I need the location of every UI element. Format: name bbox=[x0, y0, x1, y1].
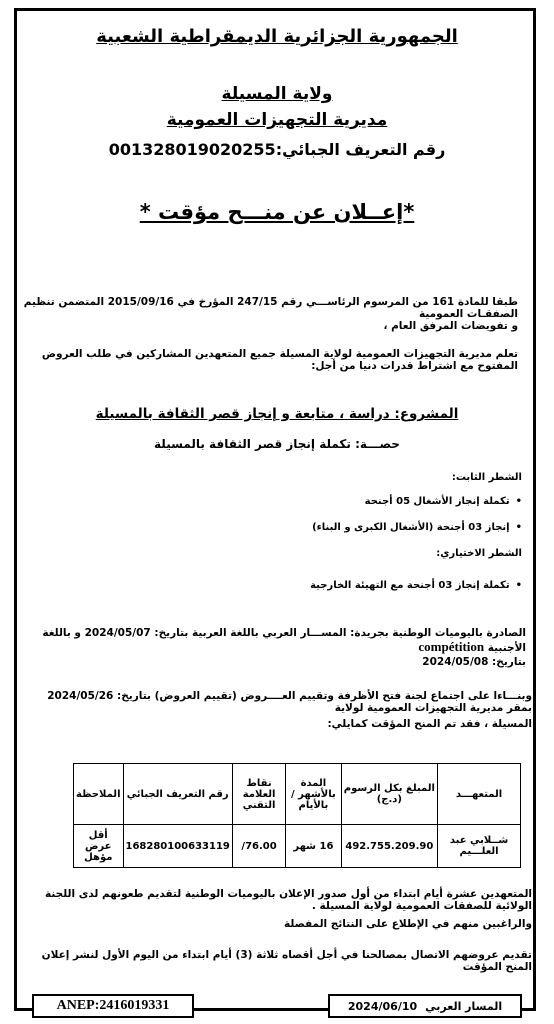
cell-bidder: شــلابي عبد العلـــيم bbox=[438, 825, 521, 868]
optional-item: • تكملة إنجاز 03 أجنحة مع التهيئة الخارجية bbox=[310, 580, 522, 591]
provisional-award-table bbox=[73, 763, 521, 868]
anep-reference: ANEP:2416019331 bbox=[32, 994, 194, 1018]
table-row bbox=[74, 825, 521, 868]
col-tax-id: رقم التعريف الجبائي bbox=[123, 764, 232, 825]
publication-line bbox=[26, 627, 526, 655]
col-duration: المدة بالأشهر / بالأيام bbox=[286, 764, 341, 825]
results-note: والراغبين منهم في الإطلاع على النتائج المفصلة bbox=[283, 918, 532, 930]
republic-header: الجمهورية الجزائرية الديمقراطية الشعبية bbox=[96, 26, 458, 47]
publication-stamp bbox=[328, 994, 522, 1018]
col-bidder: المتعهـــد bbox=[438, 764, 521, 825]
cell-duration: 16 شهر bbox=[286, 825, 341, 868]
optional-tranche-heading: الشطر الاختياري: bbox=[436, 548, 522, 559]
announcement-title: *إعــلان عن منـــح مؤقت * bbox=[139, 200, 415, 224]
intro-line-1: طبقا للمادة 161 من المرسوم الرئاســـي رقم 247/15 المؤرخ في 2015/09/16 المتضمن تنظيم الصفقـات العمومية bbox=[23, 296, 518, 320]
col-amount: المبلغ بكل الرسوم (د.ج) bbox=[341, 764, 438, 825]
contact-note: تقديم عروضهم الاتصال بمصالحنا في أجل أقصاه ثلاثة (3) أيام ابتداء من اليوم الأول لنشر إعلان المنح المؤقت bbox=[41, 949, 532, 973]
publication-date-line: بتاريخ: 2024/05/08 bbox=[422, 656, 526, 668]
base-item: • تكملة إنجاز الأشغال 05 أجنحة bbox=[365, 496, 522, 507]
col-note: الملاحظة bbox=[74, 764, 124, 825]
directorate-name: مديرية التجهيزات العمومية bbox=[166, 110, 388, 130]
table-header-row bbox=[74, 764, 521, 825]
stamp-newspaper: المسار العربي bbox=[425, 999, 503, 1013]
base-item: • إنجاز 03 أجنحة (الأشغال الكبرى و البناء) bbox=[312, 522, 522, 533]
cell-technical-score: 76.00/ bbox=[232, 825, 285, 868]
appeal-note: المتعهدين عشرة أيام ابتداء من أول صدور الإعلان باليوميات الوطنية لتقديم طعونهم لدى اللجنة الولائية للصفقات العمومية لولاية المسيلة . bbox=[45, 888, 532, 912]
project-label: المشروع: دراسة ، متابعة و إنجاز قصر الثقافة بالمسيلة bbox=[95, 406, 459, 422]
meeting-line-2: المسيلة ، فقد تم المنح المؤقت كمايلي: bbox=[327, 718, 532, 730]
intro-line-3: تعلم مديرية التجهيزات العمومية لولاية المسيلة جميع المتعهدين المشاركين في طلب العروض المفتوح مع اشتراط قدرات دنيا من أجل: bbox=[41, 348, 518, 372]
tax-id: رقم التعريف الجبائي:001328019020255 bbox=[108, 140, 446, 159]
base-tranche-heading: الشطر الثابت: bbox=[451, 472, 522, 483]
meeting-line-1: وبنـــاءا على اجتماع لجنة فتح الأظرفة وتقييم العــــروض (تقييم العروض) بتاريخ: 2024/05/26 بمقر مديرية التجهيزات العمومية لولاية bbox=[47, 690, 532, 714]
publication-text: الصادرة باليوميات الوطنية بجريدة: المســـار العربي باللغة العربية بتاريخ: 2024/05/07 و باللغة الأجنبية bbox=[42, 627, 526, 654]
publication-newspaper-fr: compétition bbox=[418, 639, 485, 654]
cell-note: أقل عرض مؤهل bbox=[74, 825, 124, 868]
project-lot: حصـــة: تكملة إنجاز قصر الثقافة بالمسيلة bbox=[154, 437, 400, 451]
intro-line-2: و تفويضات المرفق العام ، bbox=[383, 320, 518, 332]
cell-tax-id: 168280100633119 bbox=[123, 825, 232, 868]
cell-amount: 492.755.209.90 bbox=[341, 825, 438, 868]
wilaya-name: ولاية المسيلة bbox=[221, 84, 333, 104]
stamp-date: 2024/06/10 bbox=[347, 999, 418, 1013]
col-technical-score: نقاط العلامة التقني bbox=[232, 764, 285, 825]
